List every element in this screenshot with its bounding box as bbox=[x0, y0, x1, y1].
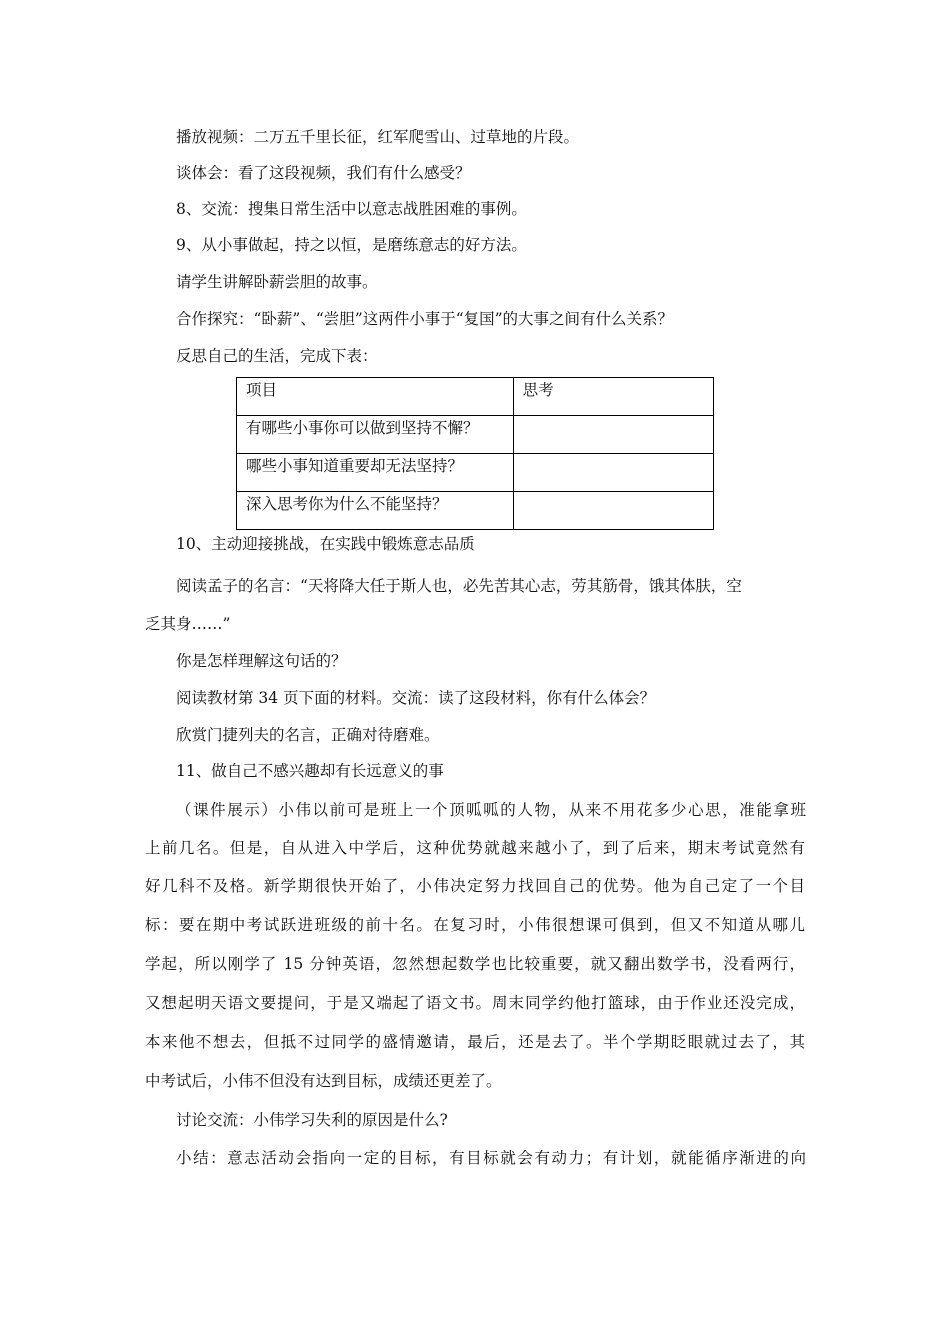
table-header-cell: 项目 bbox=[237, 378, 514, 416]
table-row bbox=[237, 416, 714, 454]
paragraph-read-material: 阅读教材第 34 页下面的材料。交流：读了这段材料，你有什么体会？ bbox=[176, 689, 656, 707]
paragraph-item-9: 9、从小事做起，持之以恒，是磨练意志的好方法。 bbox=[176, 236, 527, 254]
table-header-row bbox=[237, 378, 714, 416]
paragraph-cooperative-inquiry: 合作探究：“卧薪”、“尝胆”这两件小事于“复国”的大事之间有什么关系？ bbox=[176, 310, 674, 328]
story-line: 上前几名。但是，自从进入中学后，这种优势就越来越小了，到了后来，期末考试竟然有 bbox=[145, 839, 805, 857]
table-cell: 哪些小事知道重要却无法坚持？ bbox=[237, 454, 514, 492]
table-cell-empty bbox=[513, 492, 713, 530]
story-line: 中考试后，小伟不但没有达到目标，成绩还更差了。 bbox=[145, 1072, 502, 1090]
paragraph-mencius-quote-1: 阅读孟子的名言：“天将降大任于斯人也，必先苦其心志，劳其筋骨，饿其体肤，空 bbox=[176, 577, 742, 595]
reflection-table bbox=[236, 377, 714, 530]
paragraph-understand-question: 你是怎样理解这句话的？ bbox=[176, 652, 347, 670]
story-line: （课件展示）小伟以前可是班上一个顶呱呱的人物，从来不用花多少心思，准能拿班 bbox=[176, 801, 806, 819]
paragraph-item-8: 8、交流：搜集日常生活中以意志战胜困难的事例。 bbox=[176, 200, 527, 218]
paragraph-discussion: 讨论交流：小伟学习失利的原因是什么? bbox=[176, 1111, 448, 1129]
table-cell: 深入思考你为什么不能坚持？ bbox=[237, 492, 514, 530]
paragraph-item-10: 10、主动迎接挑战，在实践中锻炼意志品质 bbox=[176, 535, 475, 553]
paragraph-mencius-quote-2: 乏其身……” bbox=[145, 615, 231, 633]
story-line: 又想起明天语文要提问，于是又端起了语文书。周末同学约他打篮球，由于作业还没完成， bbox=[145, 994, 805, 1012]
table-row bbox=[237, 454, 714, 492]
paragraph-mendeleev: 欣赏门捷列夫的名言，正确对待磨难。 bbox=[176, 726, 440, 744]
table-header-cell: 思考 bbox=[513, 378, 713, 416]
table-cell-empty bbox=[513, 454, 713, 492]
story-line: 学起，所以刚学了 15 分钟英语，忽然想起数学也比较重要，就又翻出数学书，没看两行， bbox=[145, 955, 805, 973]
story-line: 本来他不想去，但抵不过同学的盛情邀请，最后，还是去了。半个学期眨眼就过去了，其 bbox=[145, 1033, 805, 1051]
paragraph-story-request: 请学生讲解卧薪尝胆的故事。 bbox=[176, 273, 378, 291]
story-line: 标：要在期中考试跃进班级的前十名。在复习时，小伟很想课可俱到，但又不知道从哪儿 bbox=[145, 916, 805, 934]
paragraph-feelings: 谈体会：看了这段视频，我们有什么感受？ bbox=[176, 164, 471, 182]
table-cell: 有哪些小事你可以做到坚持不懈？ bbox=[237, 416, 514, 454]
paragraph-item-11: 11、做自己不感兴趣却有长远意义的事 bbox=[176, 762, 444, 780]
paragraph-video: 播放视频：二万五千里长征，红军爬雪山、过草地的片段。 bbox=[176, 128, 580, 146]
table-cell-empty bbox=[513, 416, 713, 454]
paragraph-reflect: 反思自己的生活，完成下表： bbox=[176, 347, 378, 365]
table-row bbox=[237, 492, 714, 530]
paragraph-summary: 小结：意志活动会指向一定的目标，有目标就会有动力；有计划，就能循序渐进的向 bbox=[176, 1149, 806, 1167]
story-line: 好几科不及格。新学期很快开始了，小伟决定努力找回自己的优势。他为自己定了一个目 bbox=[145, 877, 805, 895]
